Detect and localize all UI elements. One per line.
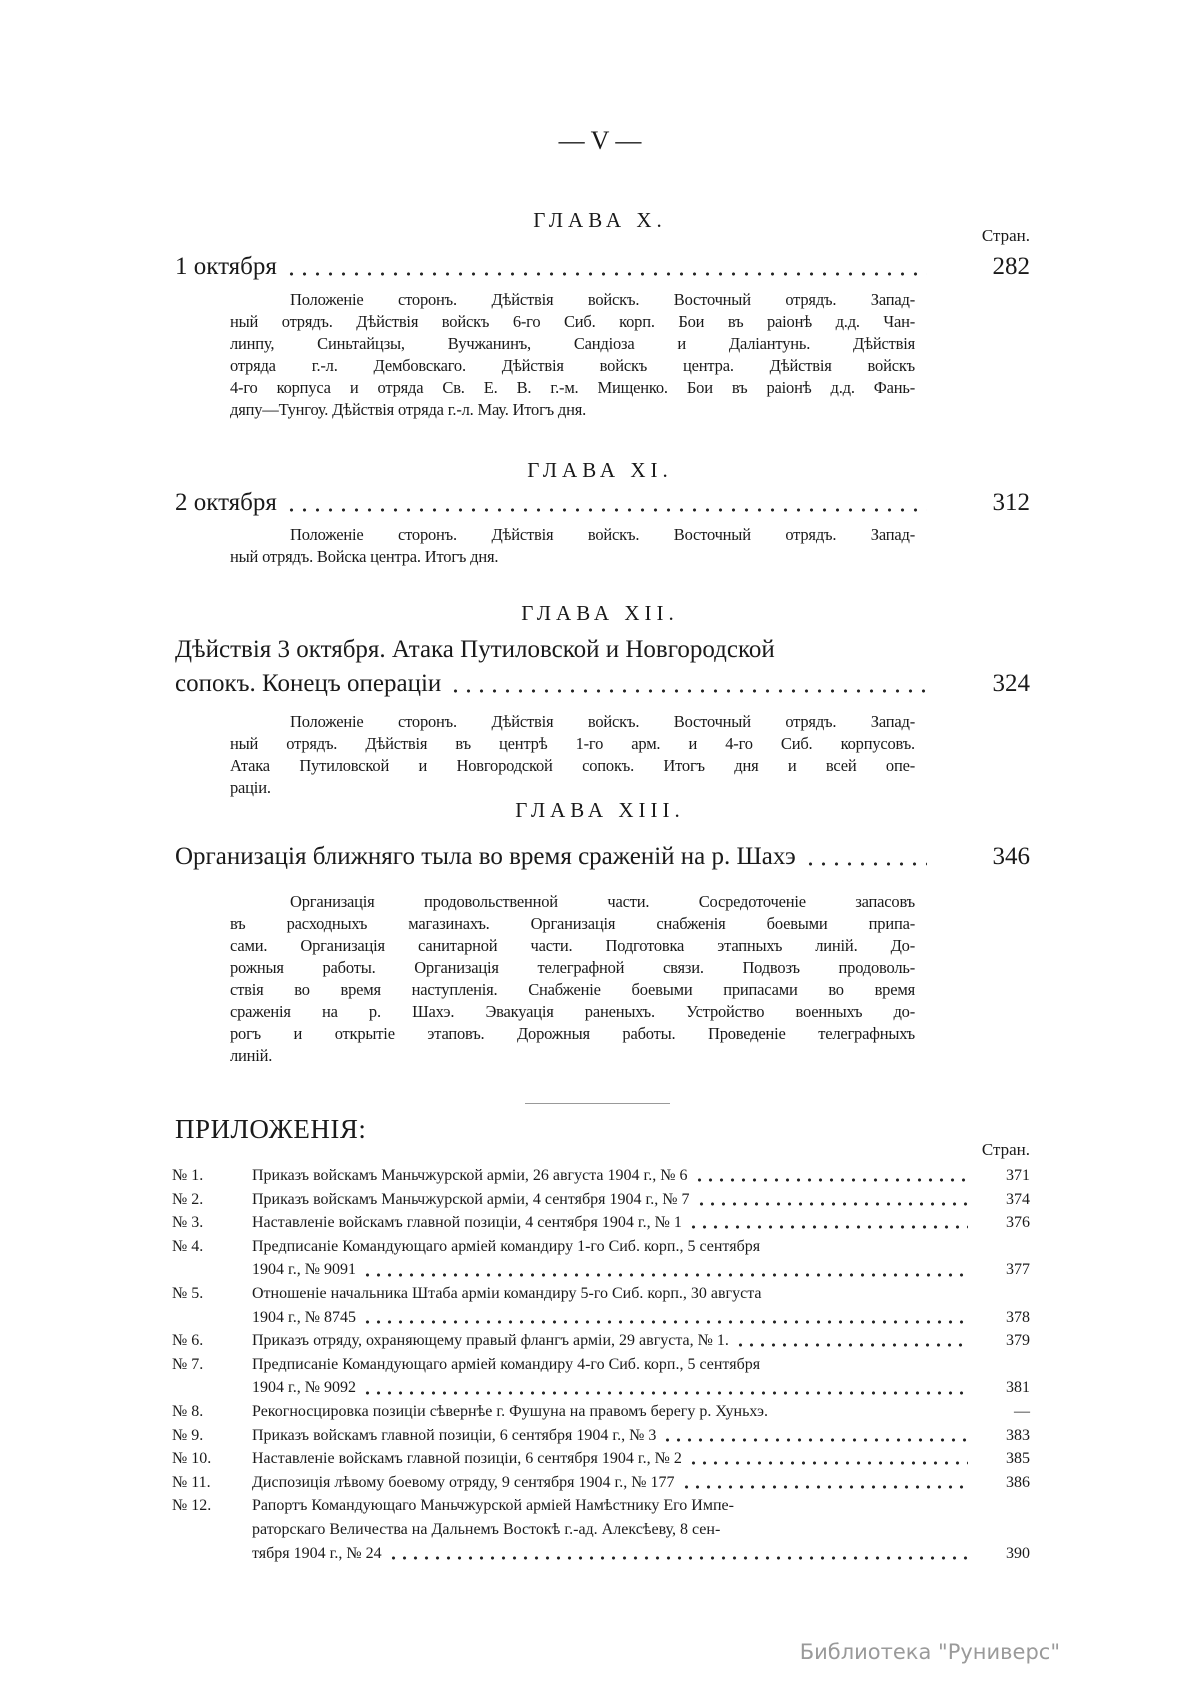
summary-line: дяпу—Тунгоу. Дѣйствія отряда г.-л. Мау. Итогъ дня. bbox=[230, 400, 587, 419]
appendix-page: 378 bbox=[1006, 1308, 1030, 1326]
appendix-text: Рекогносцировка позиціи сѣвернѣе г. Фушуна на правомъ берегу р. Хуньхэ. bbox=[252, 1402, 769, 1420]
appendix-number: № 6. bbox=[172, 1332, 204, 1350]
chapter-summary bbox=[230, 289, 915, 421]
chapter-entry[interactable] bbox=[175, 486, 1030, 520]
appendix-item[interactable] bbox=[172, 1400, 1030, 1424]
summary-line: ствія во время наступленія. Снабженіе боевыми припасами во время bbox=[230, 980, 915, 999]
appendix-item[interactable] bbox=[172, 1494, 1030, 1565]
dot-leader bbox=[735, 1329, 968, 1353]
appendix-text: Приказъ войскамъ Маньчжурской арміи, 4 сентября 1904 г., № 7 bbox=[252, 1190, 690, 1208]
appendix-item[interactable] bbox=[172, 1188, 1030, 1212]
chapter-title: сопокъ. Конецъ операціи bbox=[175, 670, 442, 697]
summary-line: сами. Организація санитарной части. Подготовка этапныхъ линій. До- bbox=[230, 936, 915, 955]
appendix-text: Наставленіе войскамъ главной позиціи, 4 сентября 1904 г., № 1 bbox=[252, 1214, 682, 1232]
dot-leader bbox=[696, 1188, 968, 1212]
dot-leader bbox=[388, 1542, 968, 1566]
appendix-page: 381 bbox=[1006, 1379, 1030, 1397]
appendix-page-column-label: Стран. bbox=[981, 1140, 1030, 1159]
summary-line: рожныя работы. Организація телеграфной связи. Подвозъ продоволь- bbox=[230, 958, 915, 977]
appendix-item[interactable] bbox=[172, 1329, 1030, 1353]
summary-line: Организація продовольственной части. Сосредоточеніе запасовъ bbox=[290, 892, 915, 911]
summary-line: отряда г.-л. Дембовскаго. Дѣйствія войскъ центра. Дѣйствія войскъ bbox=[230, 356, 915, 375]
summary-line: Положеніе сторонъ. Дѣйствія войскъ. Восточный отрядъ. Запад- bbox=[290, 712, 915, 731]
appendix-number: № 10. bbox=[172, 1450, 212, 1468]
appendix-number: № 3. bbox=[172, 1214, 204, 1232]
chapter-summary bbox=[230, 891, 915, 1067]
chapter-page: 312 bbox=[992, 489, 1030, 516]
appendix-text: Предписаніе Командующаго арміей командиру 4-го Сиб. корп., 5 сентября bbox=[252, 1355, 761, 1373]
appendix-page: 390 bbox=[1006, 1544, 1030, 1562]
appendix-number: № 12. bbox=[172, 1497, 212, 1515]
appendix-page: 377 bbox=[1006, 1261, 1030, 1279]
divider bbox=[525, 1103, 670, 1104]
dot-leader bbox=[662, 1424, 968, 1448]
appendix-text: тября 1904 г., № 24 bbox=[252, 1544, 382, 1562]
dot-leader bbox=[285, 486, 927, 520]
appendix-text: Приказъ войскамъ Маньчжурской арміи, 26 августа 1904 г., № 6 bbox=[252, 1167, 688, 1184]
chapter-page: 324 bbox=[992, 670, 1030, 697]
appendix-item[interactable] bbox=[172, 1353, 1030, 1400]
chapter-heading: ГЛАВА XII. bbox=[521, 601, 679, 625]
summary-line: ный отрядъ. Войска центра. Итогъ дня. bbox=[230, 547, 499, 566]
appendix-page: 383 bbox=[1006, 1426, 1030, 1444]
appendix-number: № 7. bbox=[172, 1355, 204, 1373]
chapter-summary bbox=[230, 524, 915, 568]
appendix-page: 376 bbox=[1006, 1214, 1030, 1232]
summary-line: линпу, Синьтайцзы, Вучжанинъ, Сандіоза и Даліантунь. Дѣйствія bbox=[230, 334, 915, 353]
chapter-title: 2 октября bbox=[175, 489, 277, 516]
appendix-item[interactable] bbox=[172, 1447, 1030, 1471]
appendix-text: Рапортъ Командующаго Маньчжурской арміей Намѣстнику Его Импе- bbox=[252, 1497, 734, 1515]
appendix-text: 1904 г., № 8745 bbox=[252, 1308, 357, 1326]
appendix-text: Приказъ отряду, охраняющему правый флангъ арміи, 29 августа, № 1. bbox=[252, 1332, 729, 1350]
appendix-number: № 11. bbox=[172, 1473, 211, 1491]
dot-leader bbox=[362, 1258, 968, 1282]
appendix-text: раторскаго Величества на Дальнемъ Востокѣ г.-ад. Алексѣеву, 8 сен- bbox=[252, 1520, 721, 1538]
dot-leader bbox=[804, 840, 927, 874]
summary-line: Положеніе сторонъ. Дѣйствія войскъ. Восточный отрядъ. Запад- bbox=[290, 525, 915, 544]
dot-leader bbox=[681, 1471, 968, 1495]
appendix-number: № 4. bbox=[172, 1237, 204, 1255]
chapter-title: Организація ближняго тыла во время сраженій на р. Шахэ bbox=[175, 843, 796, 870]
dot-leader bbox=[694, 1164, 968, 1188]
appendix-list bbox=[172, 1164, 1030, 1565]
appendix-number: № 5. bbox=[172, 1284, 204, 1302]
summary-line: раціи. bbox=[230, 778, 271, 797]
appendix-page: — bbox=[1014, 1402, 1030, 1420]
appendix-title: ПРИЛОЖЕНІЯ: bbox=[175, 1114, 367, 1144]
appendix-page: 371 bbox=[1006, 1167, 1030, 1184]
summary-line: въ расходныхъ магазинахъ. Организація снабженія боевыми припа- bbox=[230, 914, 915, 933]
dot-leader bbox=[688, 1447, 968, 1471]
chapter-heading: ГЛАВА X. bbox=[533, 208, 667, 232]
appendix-text: Отношеніе начальника Штаба арміи командиру 5-го Сиб. корп., 30 августа bbox=[252, 1284, 762, 1302]
page-number-header: — V — bbox=[558, 126, 642, 155]
appendix-item[interactable] bbox=[172, 1471, 1030, 1495]
chapter-heading: ГЛАВА XIII. bbox=[515, 798, 685, 822]
chapter-page: 346 bbox=[992, 843, 1030, 870]
appendix-text: Наставленіе войскамъ главной позиціи, 6 сентября 1904 г., № 2 bbox=[252, 1450, 682, 1468]
appendix-text: 1904 г., № 9092 bbox=[252, 1379, 357, 1397]
appendix-item[interactable] bbox=[172, 1235, 1030, 1282]
appendix-item[interactable] bbox=[172, 1164, 1030, 1188]
appendix-item[interactable] bbox=[172, 1211, 1030, 1235]
appendix-page: 379 bbox=[1006, 1332, 1030, 1350]
appendix-text: Предписаніе Командующаго арміей командиру 1-го Сиб. корп., 5 сентября bbox=[252, 1237, 761, 1255]
appendix-number: № 2. bbox=[172, 1190, 204, 1208]
appendix-page: 374 bbox=[1006, 1190, 1030, 1208]
chapter-summary bbox=[230, 711, 915, 799]
dot-leader bbox=[285, 250, 927, 284]
dot-leader bbox=[362, 1376, 968, 1400]
chapter-entry[interactable] bbox=[175, 633, 1030, 701]
summary-line: сраженія на р. Шахэ. Эвакуація раненыхъ. Устройство военныхъ до- bbox=[230, 1002, 915, 1021]
summary-line: ный отрядъ. Дѣйствія въ центрѣ 1-го арм. и 4-го Сиб. корпусовъ. bbox=[230, 734, 915, 753]
appendix-page: 385 bbox=[1006, 1450, 1030, 1468]
page-column-label: Стран. bbox=[981, 226, 1030, 245]
appendix-item[interactable] bbox=[172, 1424, 1030, 1448]
chapter-entry[interactable] bbox=[175, 250, 1030, 284]
appendix-text: Приказъ войскамъ главной позиціи, 6 сентября 1904 г., № 3 bbox=[252, 1426, 657, 1444]
appendix-number: № 1. bbox=[172, 1167, 204, 1184]
summary-line: рогъ и открытіе этаповъ. Дорожныя работы. Проведеніе телеграфныхъ bbox=[230, 1024, 915, 1043]
summary-line: Положеніе сторонъ. Дѣйствія войскъ. Восточный отрядъ. Запад- bbox=[290, 290, 915, 309]
appendix-number: № 9. bbox=[172, 1426, 204, 1444]
dot-leader bbox=[449, 667, 927, 701]
chapter-entry[interactable] bbox=[175, 840, 1030, 874]
chapter-title: Дѣйствія 3 октября. Атака Путиловской и Новгородской bbox=[175, 636, 775, 663]
watermark: Библиотека "Руниверс" bbox=[799, 1640, 1060, 1664]
summary-line: 4-го корпуса и отряда Св. Е. В. г.-м. Мищенко. Бои въ раіонѣ д.д. Фань- bbox=[230, 378, 915, 397]
chapter-page: 282 bbox=[992, 253, 1030, 280]
appendix-text: 1904 г., № 9091 bbox=[252, 1261, 357, 1279]
appendix-text: Диспозиція лѣвому боевому отряду, 9 сентября 1904 г., № 177 bbox=[252, 1473, 675, 1491]
dot-leader bbox=[362, 1306, 968, 1330]
appendix-item[interactable] bbox=[172, 1282, 1030, 1329]
chapter-title: 1 октября bbox=[175, 253, 277, 280]
summary-line: линій. bbox=[230, 1046, 273, 1065]
chapter-heading: ГЛАВА XI. bbox=[527, 458, 673, 482]
appendix-page: 386 bbox=[1006, 1473, 1030, 1491]
summary-line: ный отрядъ. Дѣйствія войскъ 6-го Сиб. корп. Бои въ раіонѣ д.д. Чан- bbox=[230, 312, 915, 331]
dot-leader bbox=[688, 1211, 968, 1235]
summary-line: Атака Путиловской и Новгородской сопокъ. Итогъ дня и всей опе- bbox=[230, 756, 915, 775]
appendix-number: № 8. bbox=[172, 1402, 204, 1420]
